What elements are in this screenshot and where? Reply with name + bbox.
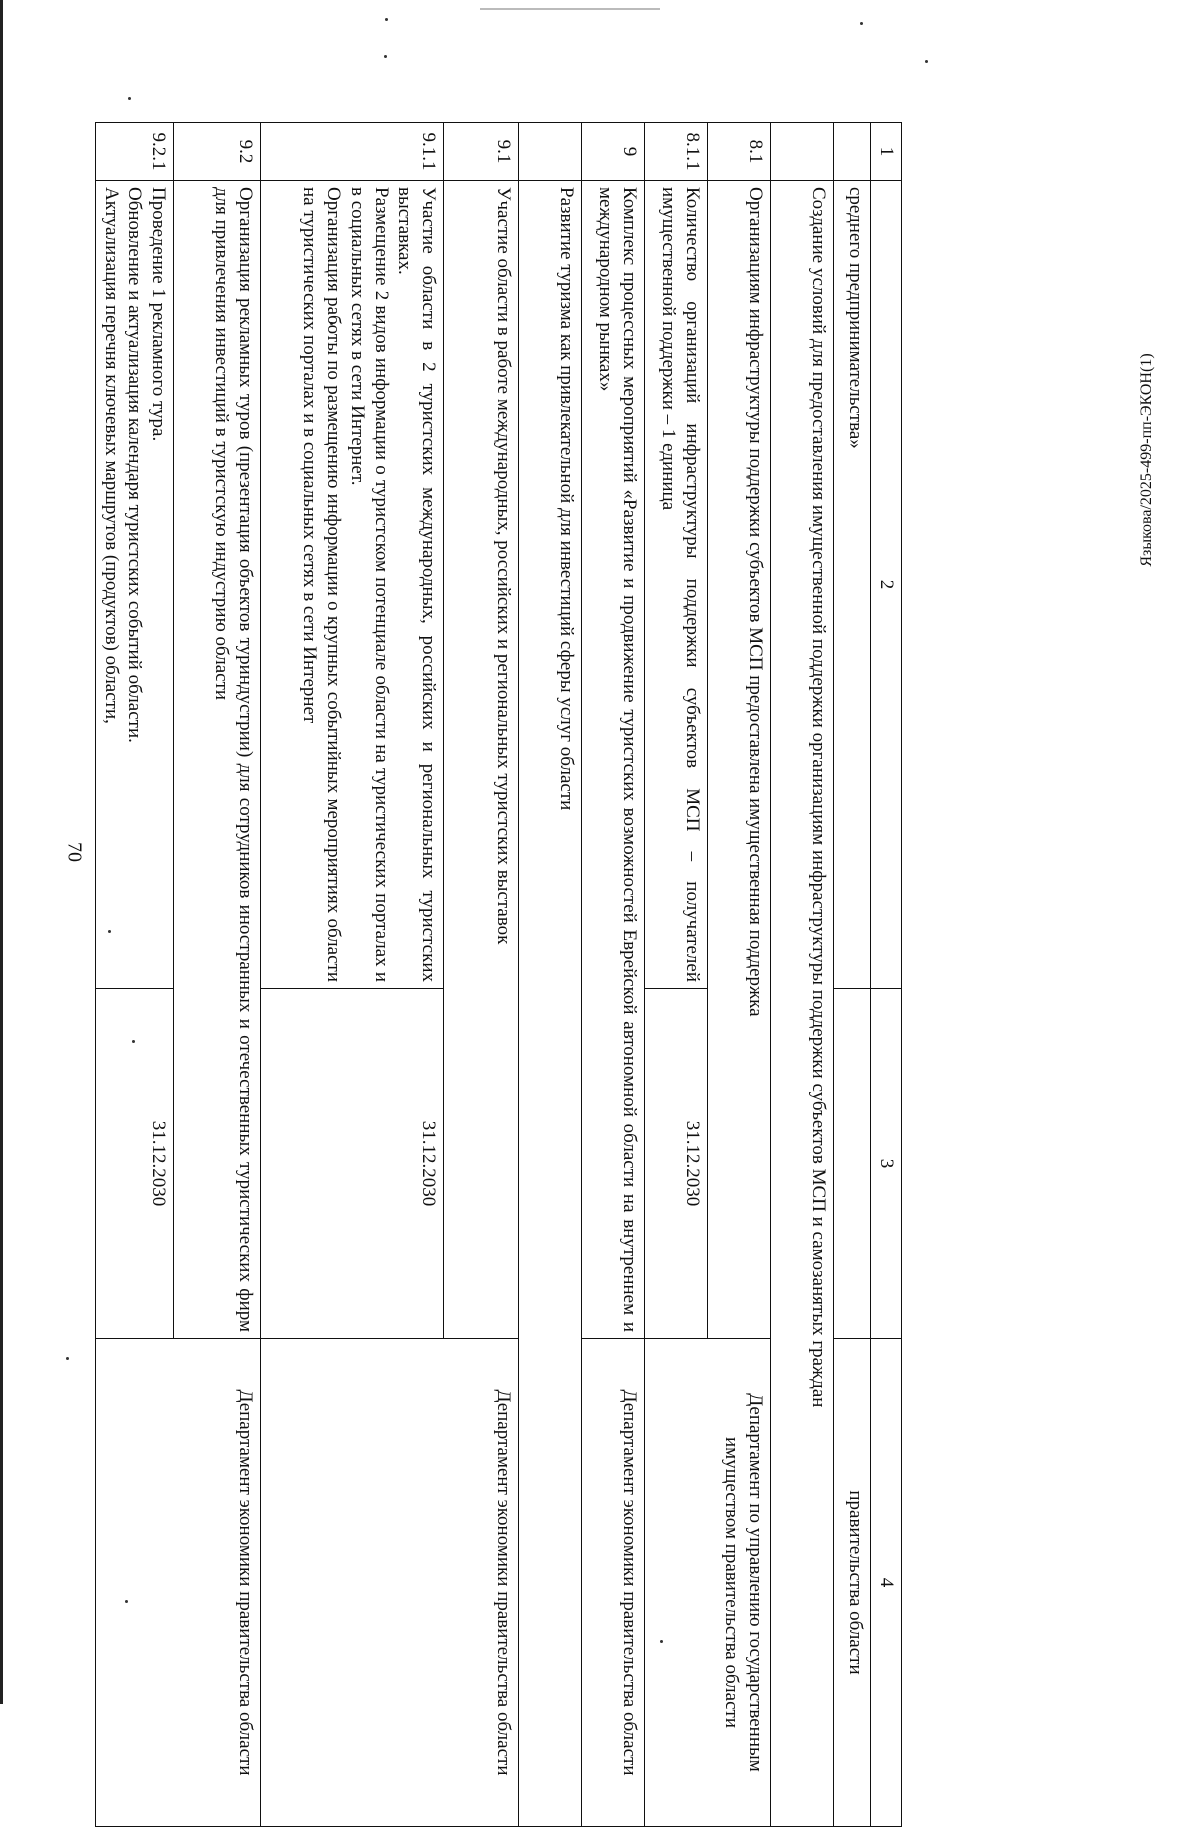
header-cell-2: 2 xyxy=(871,181,902,989)
top-rule xyxy=(480,8,660,10)
row-responsible: Департамент экономики правительства области xyxy=(96,1339,261,1827)
rotated-table-block xyxy=(100,122,902,1826)
row-number: 8.1.1 xyxy=(645,123,708,181)
row-number xyxy=(519,123,582,181)
row-number: 9.1 xyxy=(444,123,519,181)
section-heading: Создание условий для предоставления имущественной поддержки организациям инфраструктуры поддержки субъектов МСП и самозанятых граждан xyxy=(771,181,834,1827)
description-line: Обновление и актуализация календаря туристских событий области. xyxy=(124,187,146,743)
row-description: Организация рекламных туров (презентация объектов туриндустрии) для сотрудников иностранных и отечественных туристических фирм для привлечения инвестиций в туристскую индустрию области xyxy=(174,181,261,1339)
table-row xyxy=(174,123,261,1827)
row-responsible: Департамент экономики правительства области xyxy=(261,1339,519,1827)
row-description xyxy=(261,181,444,989)
scan-speck xyxy=(128,97,131,100)
row-responsible: Департамент по управлению государственным имуществом правительства области xyxy=(645,1339,771,1827)
row-deadline: 31.12.2030 xyxy=(261,989,444,1339)
page-number: 70 xyxy=(63,842,86,862)
table-row xyxy=(444,123,519,1827)
header-cell-4: 4 xyxy=(871,1339,902,1827)
document-code: Языкова/2025-499-пп-ЭКОН(1) xyxy=(1138,353,1155,567)
table-row xyxy=(771,123,834,1827)
page-edge xyxy=(0,0,3,1704)
row-number xyxy=(834,123,871,181)
description-line: Актуализация перечня ключевых маршрутов (продуктов) области, xyxy=(100,187,122,724)
row-description: Комплекс процессных мероприятий «Развитие и продвижение туристских возможностей Еврейской автономной области на внутреннем и международном рынках» xyxy=(582,181,645,1339)
table-row xyxy=(519,123,582,1827)
row-responsible: правительства области xyxy=(834,1339,871,1827)
header-cell-1: 1 xyxy=(871,123,902,181)
header-cell-3: 3 xyxy=(871,989,902,1339)
row-description xyxy=(96,181,174,989)
header-row xyxy=(871,123,902,1827)
row-description: Организациям инфраструктуры поддержки субъектов МСП предоставлена имущественная поддержка xyxy=(708,181,771,1339)
description-line: Участие области в 2 туристских международных, российских и региональных туристских выставках. xyxy=(394,187,440,982)
scan-speck xyxy=(384,55,387,58)
scan-speck xyxy=(925,60,928,63)
row-deadline: 31.12.2030 xyxy=(96,989,174,1339)
scan-speck xyxy=(385,18,388,21)
section-heading: Развитие туризма как привлекательной для инвестиций сферы услуг области xyxy=(519,181,582,1827)
table-row xyxy=(708,123,771,1827)
row-number: 9.2 xyxy=(174,123,261,181)
row-number: 8.1 xyxy=(708,123,771,181)
description-line: Размещение 2 видов информации о туристском потенциале области на туристических порталах и в социальных сетях в сети Интернет. xyxy=(347,187,392,982)
row-number: 9.2.1 xyxy=(96,123,174,181)
row-description: Количество организаций инфраструктуры поддержки субъектов МСП – получателей имущественной поддержки – 1 единица xyxy=(645,181,708,989)
description-line: Организация работы по размещению информации о крупных событийных мероприятиях области на туристических порталах и в социальных сетях в сети Интернет xyxy=(299,187,345,982)
scan-speck xyxy=(860,22,863,25)
measures-table xyxy=(95,122,902,1827)
row-deadline: 31.12.2030 xyxy=(645,989,708,1339)
row-number: 9.1.1 xyxy=(261,123,444,181)
row-responsible: Департамент экономики правительства области xyxy=(582,1339,645,1827)
table-row xyxy=(834,123,871,1827)
row-description: среднего предпринимательства» xyxy=(834,181,871,989)
row-description: Участие области в работе международных, российских и региональных туристских выставок xyxy=(444,181,519,1339)
row-number xyxy=(771,123,834,181)
row-number: 9 xyxy=(582,123,645,181)
table-row xyxy=(582,123,645,1827)
description-line: Проведение 1 рекламного тура. xyxy=(148,187,170,442)
row-deadline xyxy=(834,989,871,1339)
scan-speck xyxy=(66,1357,69,1360)
